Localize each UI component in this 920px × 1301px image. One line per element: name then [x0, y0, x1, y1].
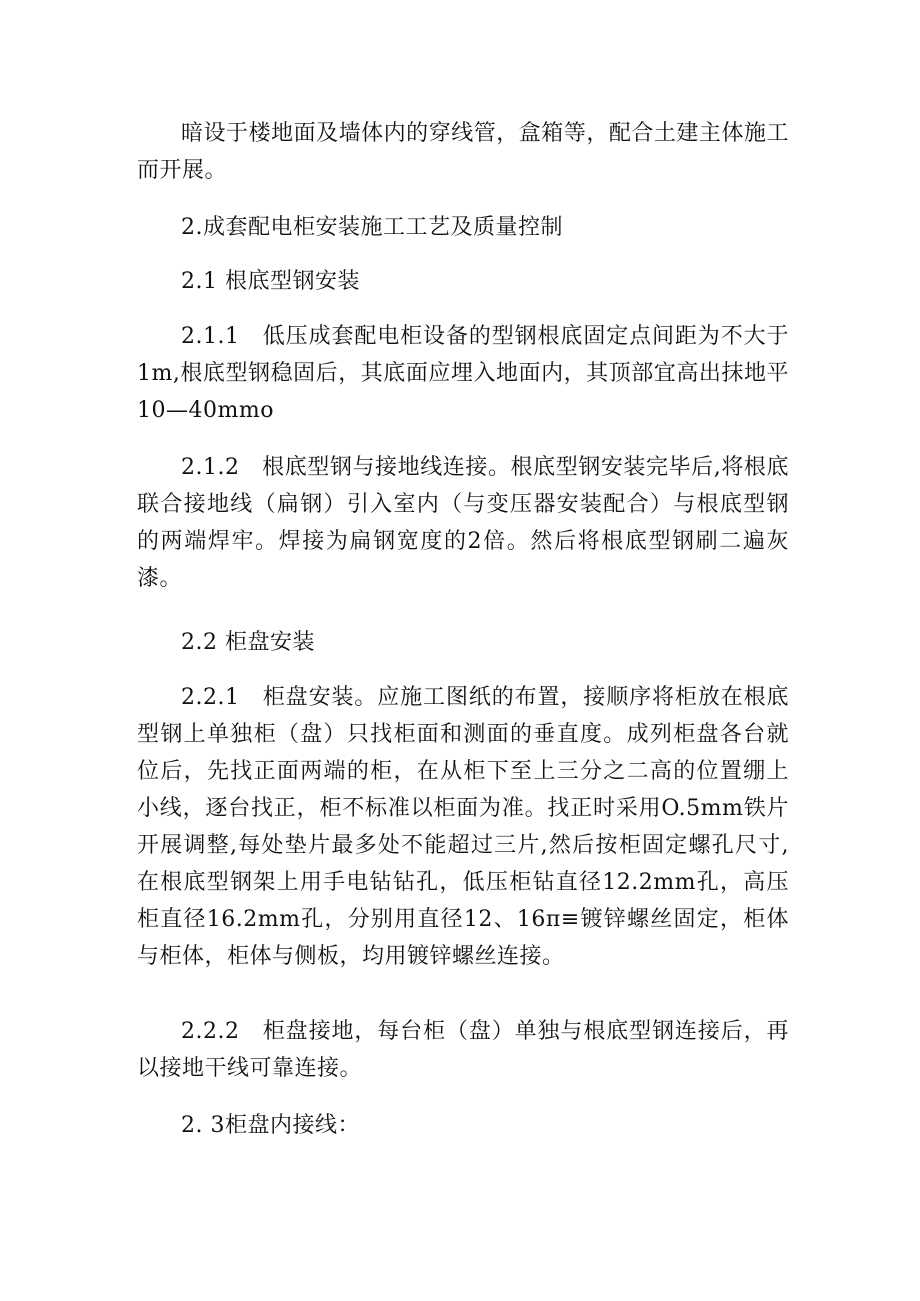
paragraph-conduit-installation: 暗设于楼地面及墙体内的穿线管，盒箱等，配合土建主体施工而开展。 — [137, 121, 789, 183]
paragraph-2-1-1: 2.1.1 低压成套配电柜设备的型钢根底固定点间距为不大于1m,根底型钢稳固后，其底面应埋入地面内，其顶部宜高出抹地平10—40mmo — [137, 324, 789, 423]
section-heading-2: 2.成套配电柜安装施工工艺及质量控制 — [181, 215, 563, 240]
paragraph-2-2-1: 2.2.1 柜盘安装。应施工图纸的布置，接顺序将柜放在根底型钢上单独柜（盘）只找柜面和测面的垂直度。成列柜盘各台就位后，先找正面两端的柜，在从柜下至上三分之二高的位置绷上小线，逐台找正，柜不标准以柜面为准。找正时采用O.5mm铁片开展调整,每处垫片最多处不能超过三片,然后按柜固定螺孔尺寸,在根底型钢架上用手电钻钻孔，低压柜钻直径12.2mm孔，高压柜直径16.2mm孔，分别用直径12、16π≡镀锌螺丝固定，柜体与柜体，柜体与侧板，均用镀锌螺丝连接。 — [137, 685, 789, 969]
paragraph-2-2-2: 2.2.2 柜盘接地，每台柜（盘）单独与根底型钢连接后，再以接地干线可靠连接。 — [137, 1019, 789, 1081]
section-heading-2-2: 2.2 柜盘安装 — [181, 630, 315, 655]
paragraph-2-1-2: 2.1.2 根底型钢与接地线连接。根底型钢安装完毕后,将根底联合接地线（扁钢）引入室内（与变压器安装配合）与根底型钢的两端焊牢。焊接为扁钢宽度的2倍。然后将根底型钢刷二遍灰漆。 — [137, 455, 789, 591]
section-heading-2-1: 2.1 根底型钢安装 — [181, 269, 360, 294]
section-heading-2-3: 2. 3柜盘内接线： — [181, 1113, 360, 1138]
